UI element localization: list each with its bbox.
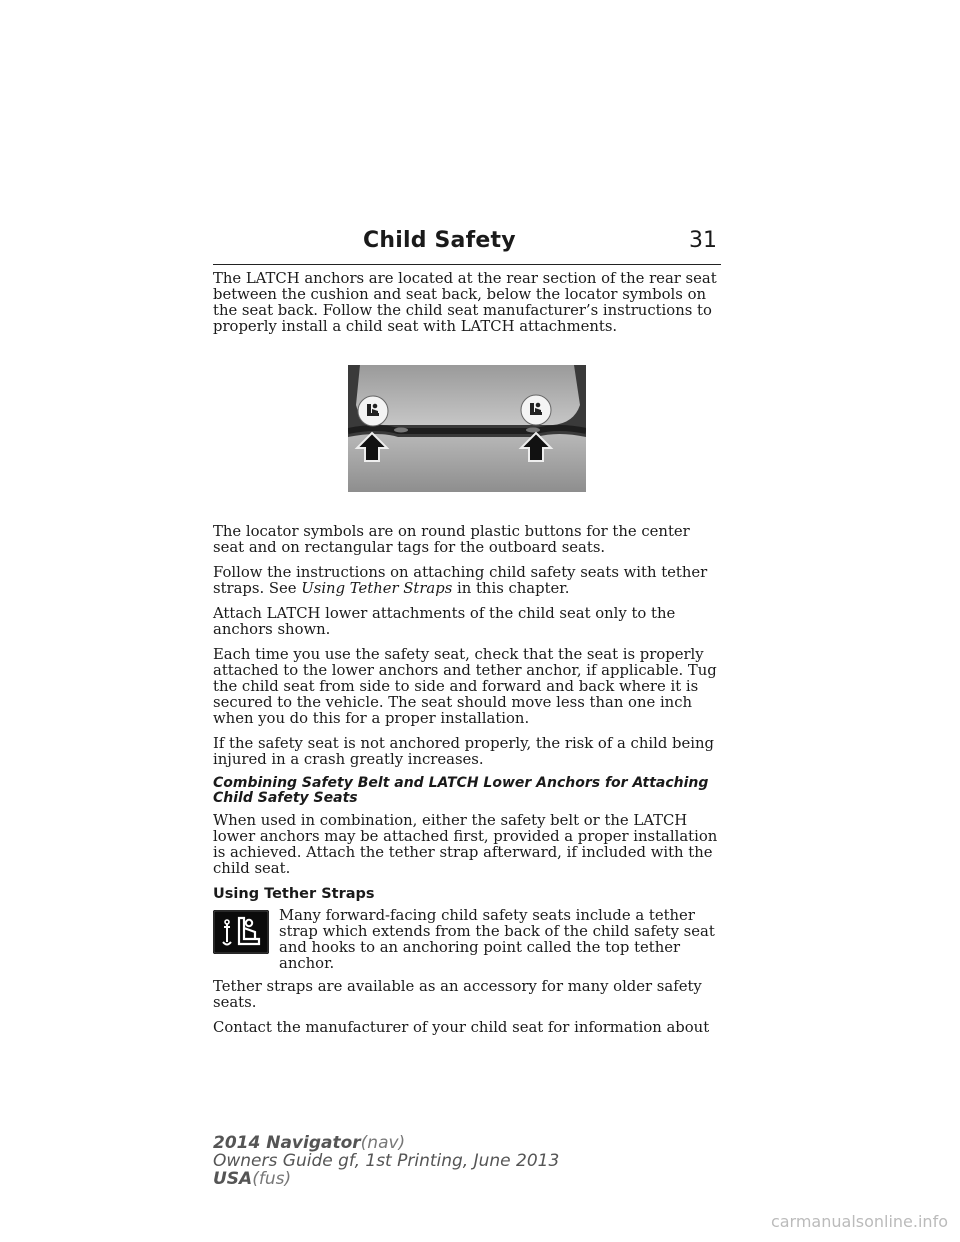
paragraph-locator-symbols: The locator symbols are on round plastic buttons for the center seat and on rectangular tags for the outboard seats.	[213, 523, 690, 556]
footer-line-region	[213, 1170, 559, 1188]
footer-line-guide: Owners Guide gf, 1st Printing, June 2013	[213, 1151, 560, 1171]
footer-line-model	[213, 1134, 559, 1152]
paragraph-attach-latch: Attach LATCH lower attachments of the child seat only to the anchors shown.	[213, 605, 676, 638]
child-seat-locator-icon	[521, 395, 551, 425]
paragraph-tether-availability: Tether straps are available as an accessory for many older safety seats.	[213, 978, 702, 1011]
paragraph-contact-manufacturer: Contact the manufacturer of your child seat for information about	[213, 1019, 710, 1036]
tether-anchor-icon	[213, 910, 269, 954]
heading-using-tether-straps: Using Tether Straps	[213, 886, 375, 902]
paragraph-risk-warning: If the safety seat is not anchored properly, the risk of a child being injured in a crash greatly increases.	[213, 735, 714, 768]
footer-region-code: (fus)	[252, 1169, 292, 1189]
heading-combining: Combining Safety Belt and LATCH Lower Anchors for Attaching Child Safety Seats	[213, 775, 709, 806]
watermark: carmanualsonline.info	[770, 1212, 948, 1231]
chapter-title: Child Safety	[363, 228, 516, 253]
page-footer	[213, 1134, 559, 1188]
paragraph-latch-location: The LATCH anchors are located at the rear section of the rear seat between the cushion and seat back, below the locator symbols on the seat back. Follow the child seat manufacturer’s instructions to properly install a child seat with LATCH attachments.	[213, 270, 717, 335]
paragraph-text: in this chapter.	[452, 580, 570, 597]
cross-reference-link[interactable]: Using Tether Straps	[301, 580, 453, 597]
page-content	[213, 271, 723, 1045]
paragraph-text: Follow the instructions on attaching child safety seats with tether straps. See	[213, 564, 708, 597]
footer-model-code: (nav)	[360, 1133, 406, 1153]
footer-region: USA	[213, 1169, 253, 1189]
child-seat-locator-icon	[358, 396, 388, 426]
figure-container	[213, 344, 723, 524]
paragraph-combination: When used in combination, either the safety belt or the LATCH lower anchors may be attached first, provided a proper installation is achieved. Attach the tether strap afterward, if included with the child seat.	[213, 812, 718, 877]
seat-back-illustration	[348, 365, 586, 492]
page-header	[213, 228, 721, 265]
page-number: 31	[689, 228, 717, 253]
footer-model: 2014 Navigator	[213, 1133, 361, 1153]
paragraph-tether-instructions	[213, 565, 723, 597]
tether-icon-paragraph	[213, 908, 723, 972]
paragraph-tether-description: Many forward-facing child safety seats include a tether strap which extends from the back of the child safety seat and hooks to an anchoring point called the top tether anchor.	[279, 907, 715, 972]
paragraph-check-seat: Each time you use the safety seat, check that the seat is properly attached to the lower anchors and tether anchor, if applicable. Tug the child seat from side to side and forward and back where it is secured to the vehicle. The seat should move less than one inch when you do this for a proper installation.	[213, 646, 717, 727]
latch-anchor-figure	[348, 365, 586, 492]
